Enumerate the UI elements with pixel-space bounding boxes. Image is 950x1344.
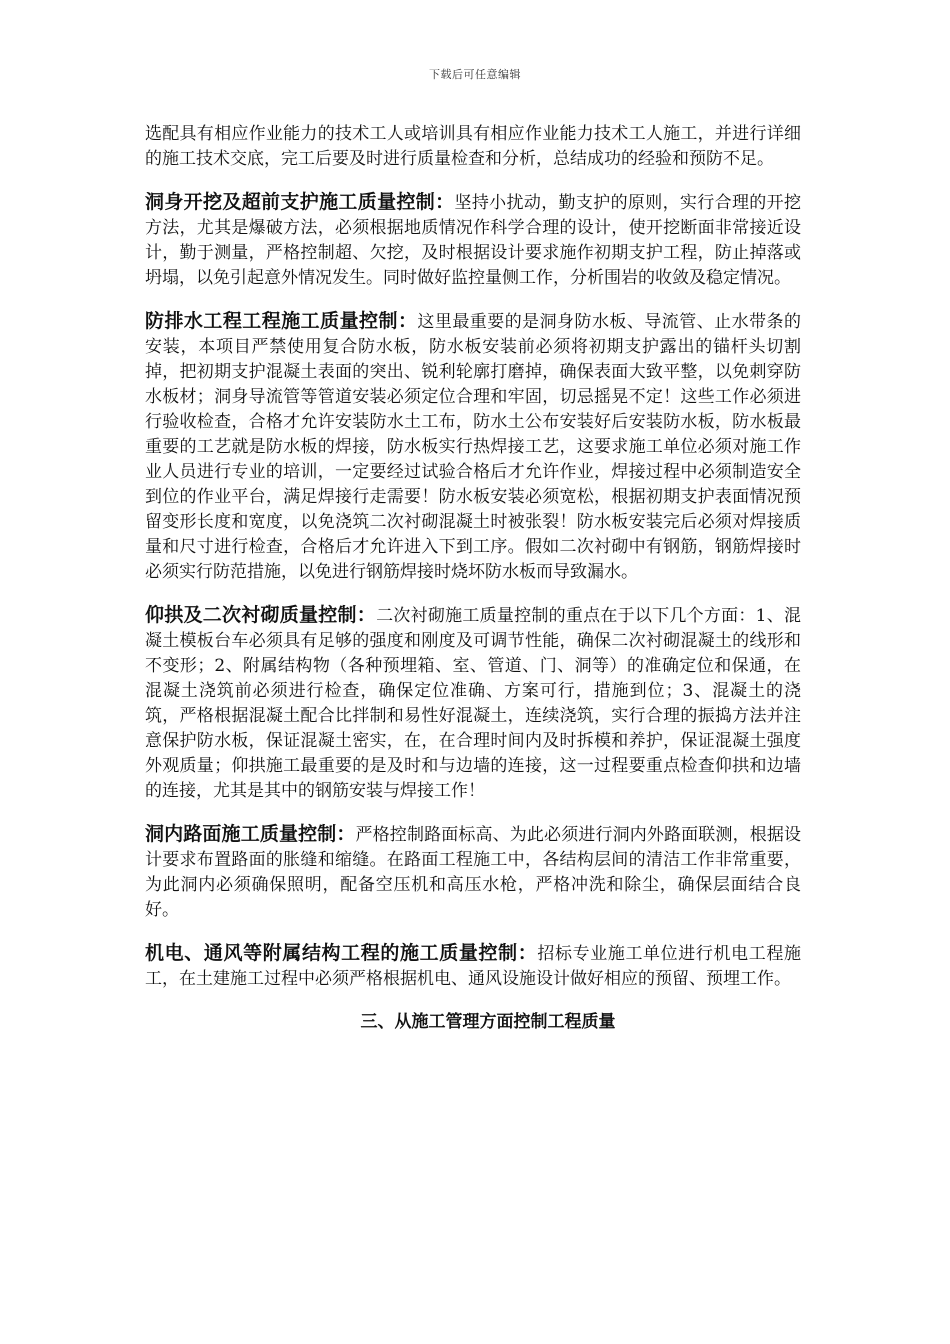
paragraph-body: 选配具有相应作业能力的技术工人或培训具有相应作业能力技术工人施工，并进行详细的施工技术交底，完工后要及时进行质量检查和分析，总结成功的经验和预防不足。 — [145, 124, 801, 169]
paragraph-heading: 洞内路面施工质量控制： — [145, 823, 356, 845]
paragraph-body: 二次衬砌施工质量控制的重点在于以下几个方面：1、混凝土模板台车必须具有足够的强度和刚度及可调节性能，确保二次衬砌混凝土的线形和不变形；2、附属结构物（各种预埋箱、室、管道、门、洞等）的准确定位和保通，在混凝土浇筑前必须进行检查，确保定位准确、方案可行，措施到位；3、混凝土的浇筑，严格根据混凝土配合比拌制和易性好混凝土，连续浇筑，实行合理的振捣方法并注意保护防水板，保证混凝土密实，在，在合理时间内及时拆模和养护，保证混凝土强度外观质量；仰拱施工最重要的是及时和与边墙的连接，这一过程要重点检查仰拱和边墙的连接，尤其是其中的钢筋安装与焊接工作！ — [145, 606, 801, 801]
document-body — [145, 122, 801, 1035]
paragraph-excavation — [145, 190, 801, 291]
paragraph-electromechanical — [145, 941, 801, 992]
paragraph-body: 这里最重要的是洞身防水板、导流管、止水带条的安装，本项目严禁使用复合防水板，防水板安装前必须将初期支护露出的锚杆头切割掉，把初期支护混凝土表面的突出、锐利轮廓打磨掉，确保表面大致平整，以免刺穿防水板材；洞身导流管等管道安装必须定位合理和牢固，切忌摇晃不定！这些工作必须进行验收检查，合格才允许安装防水土工布，防水土公布安装好后安装防水板，防水板最重要的工艺就是防水板的焊接，防水板实行热焊接工艺，这要求施工单位必须对施工作业人员进行专业的培训，一定要经过试验合格后才允许作业，焊接过程中必须制造安全到位的作业平台，满足焊接行走需要！防水板安装必须宽松，根据初期支护表面情况预留变形长度和宽度，以免浇筑二次衬砌混凝土时被张裂！防水板安装完后必须对焊接质量和尺寸进行检查，合格后才允许进入下到工序。假如二次衬砌中有钢筋，钢筋焊接时必须实行防范措施，以免进行钢筋焊接时烧坏防水板而导致漏水。 — [145, 312, 801, 582]
paragraph-body: 招标专业施工单位进行机电工程施工，在土建施工过程中必须严格根据机电、通风设施设计做好相应的预留、预埋工作。 — [145, 944, 801, 989]
paragraph-pavement — [145, 822, 801, 923]
paragraph-heading: 洞身开挖及超前支护施工质量控制： — [145, 191, 455, 213]
paragraph-intro — [145, 122, 801, 172]
paragraph-waterproofing — [145, 309, 801, 585]
page-header: 下载后可任意编辑 — [429, 68, 521, 81]
paragraph-heading: 防排水工程工程施工质量控制： — [145, 310, 418, 332]
paragraph-heading: 仰拱及二次衬砌质量控制： — [145, 604, 377, 626]
section-title: 三、从施工管理方面控制工程质量 — [360, 1012, 616, 1032]
paragraph-body: 坚持小扰动，勤支护的原则，实行合理的开挖方法，尤其是爆破方法，必须根据地质情况作科学合理的设计，使开挖断面非常接近设计，勤于测量，严格控制超、欠挖，及时根据设计要求施作初期支护工程，防止掉落或坍塌，以免引起意外情况发生。同时做好监控量侧工作，分析围岩的收敛及稳定情况。 — [145, 193, 801, 288]
paragraph-heading: 机电、通风等附属结构工程的施工质量控制： — [145, 942, 538, 964]
paragraph-body: 严格控制路面标高、为此必须进行洞内外路面联测，根据设计要求布置路面的胀缝和缩缝。在路面工程施工中，各结构层间的清洁工作非常重要，为此洞内必须确保照明，配备空压机和高压水枪，严格冲洗和除尘，确保层面结合良好。 — [145, 825, 801, 920]
paragraph-lining — [145, 603, 801, 804]
